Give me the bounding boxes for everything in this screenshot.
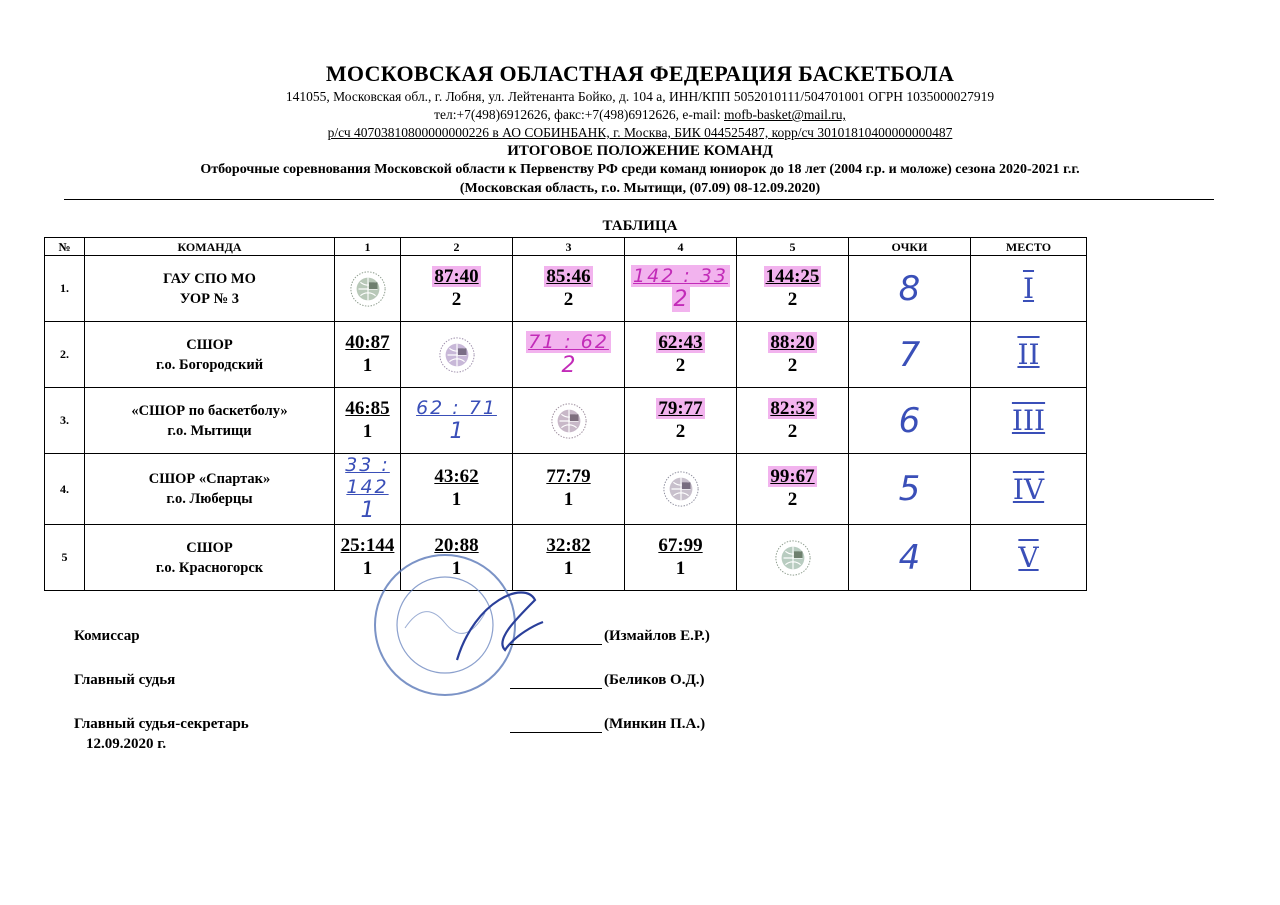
team-name: [85, 388, 335, 454]
signature-role: Главный судья-секретарь: [74, 716, 249, 732]
result-points: 1: [449, 418, 464, 444]
self-cell-logo: [737, 525, 849, 591]
table-row: [45, 322, 1087, 388]
col-4: 4: [625, 238, 737, 256]
final-place: III: [971, 388, 1087, 454]
result-points: 1: [362, 557, 373, 579]
result-points: 1: [451, 557, 462, 579]
result-cell: [513, 454, 625, 525]
competition-title: Отборочные соревнования Московской области к Первенству РФ среди команд юниорок до 18 лет (2004 г.р. и моложе) сезона 2020-2021 г.г.: [200, 162, 1080, 177]
signature-role: Главный судья: [74, 672, 176, 688]
result-cell: [401, 256, 513, 322]
result-cell: [737, 454, 849, 525]
document-header: [0, 60, 1280, 198]
col-5: 5: [737, 238, 849, 256]
result-score: 62:43: [658, 331, 703, 353]
result-score: 25:144: [340, 534, 395, 556]
result-points: 2: [675, 354, 686, 376]
col-points: ОЧКИ: [849, 238, 971, 256]
venue-dates: (Московская область, г.о. Мытищи, (07.09) 08-12.09.2020): [459, 181, 821, 196]
row-number: 5: [45, 525, 85, 591]
signature-name: (Измайлов Е.Р.): [604, 628, 710, 644]
result-points: 2: [561, 352, 576, 378]
result-cell: [513, 256, 625, 322]
standings-table: [44, 237, 1087, 591]
signature-line: [510, 716, 602, 733]
table-row: [45, 525, 1087, 591]
result-score: 85:46: [546, 265, 591, 287]
total-points: 7: [849, 322, 971, 388]
result-cell: [335, 322, 401, 388]
result-score: 43:62: [434, 466, 479, 487]
signature-row: [74, 716, 774, 736]
total-points: 8: [849, 256, 971, 322]
result-points: 1: [362, 420, 373, 442]
result-cell: [625, 322, 737, 388]
team-line: г.о. Люберцы: [166, 491, 253, 507]
table-row: [45, 388, 1087, 454]
row-number: 2.: [45, 322, 85, 388]
row-number: 4.: [45, 454, 85, 525]
federation-logo-icon: [349, 270, 387, 308]
team-name: [85, 525, 335, 591]
total-points: 6: [849, 388, 971, 454]
result-points: 1: [360, 498, 375, 523]
result-score: 144:25: [765, 265, 820, 287]
result-title: ИТОГОВОЕ ПОЛОЖЕНИЕ КОМАНД: [507, 143, 773, 159]
row-number: 3.: [45, 388, 85, 454]
org-name: МОСКОВСКАЯ ОБЛАСТНАЯ ФЕДЕРАЦИЯ БАСКЕТБОЛА: [325, 61, 955, 86]
federation-logo-icon: [438, 336, 476, 374]
col-team: КОМАНДА: [85, 238, 335, 256]
self-cell-logo: [625, 454, 737, 525]
signature-row: [74, 672, 774, 692]
result-cell: [401, 388, 513, 454]
federation-logo-icon: [774, 539, 812, 577]
document-date: 12.09.2020 г.: [86, 736, 167, 752]
total-points: 5: [849, 454, 971, 525]
result-cell: [513, 322, 625, 388]
result-points: 2: [787, 489, 798, 510]
self-cell-logo: [335, 256, 401, 322]
final-place: II: [971, 322, 1087, 388]
final-place: V: [971, 525, 1087, 591]
team-line: СШОР «Спартак»: [148, 471, 271, 487]
result-cell: [335, 454, 401, 525]
result-points: 1: [563, 557, 574, 579]
result-cell: [737, 388, 849, 454]
result-cell: [625, 388, 737, 454]
team-line: г.о. Мытищи: [167, 422, 252, 439]
org-address: 141055, Московская обл., г. Лобня, ул. Лейтенанта Бойко, д. 104 а, ИНН/КПП 5052010111/504701001 ОГРН 1035000027919: [285, 89, 995, 104]
result-points: 2: [673, 286, 688, 312]
result-points: 1: [675, 557, 686, 579]
result-score: 79:77: [658, 397, 703, 419]
team-line: ГАУ СПО МО: [163, 270, 256, 287]
team-line: СШОР: [186, 539, 233, 556]
self-cell-logo: [401, 322, 513, 388]
result-score: 46:85: [345, 397, 390, 419]
result-score: 40:87: [345, 331, 390, 353]
result-score: 20:88: [434, 534, 479, 556]
signature-line: [510, 672, 602, 689]
result-score: 142 : 33: [633, 264, 728, 287]
result-cell: [625, 525, 737, 591]
col-place: МЕСТО: [971, 238, 1087, 256]
table-title: ТАБЛИЦА: [602, 218, 678, 234]
result-points: 2: [451, 288, 462, 310]
result-score: 62 : 71: [416, 396, 497, 419]
team-name: [85, 256, 335, 322]
result-points: 2: [787, 420, 798, 442]
signature-line: [510, 628, 602, 645]
result-score: 77:79: [546, 466, 591, 487]
result-points: 1: [362, 354, 373, 376]
final-place: I: [971, 256, 1087, 322]
result-cell: [625, 256, 737, 322]
result-points: 2: [787, 288, 798, 310]
result-points: 2: [563, 288, 574, 310]
result-score: 82:32: [770, 397, 815, 419]
contacts-prefix: тел:+7(498)6912626, факс:+7(498)6912626, e-mail:: [434, 107, 724, 122]
bank-details: р/сч 40703810800000000226 в АО СОБИНБАНК, г. Москва, БИК 044525487, корр/сч 30101810400000000487: [327, 125, 953, 140]
col-num: №: [45, 238, 85, 256]
result-points: 1: [563, 489, 574, 510]
team-line: «СШОР по баскетболу»: [131, 402, 288, 419]
team-line: г.о. Богородский: [155, 356, 264, 373]
total-points: 4: [849, 525, 971, 591]
col-3: 3: [513, 238, 625, 256]
signature-name: (Беликов О.Д.): [604, 672, 705, 688]
result-score: 32:82: [546, 534, 591, 556]
row-number: 1.: [45, 256, 85, 322]
result-cell: [737, 322, 849, 388]
result-score: 71 : 62: [528, 330, 609, 353]
result-cell: [335, 388, 401, 454]
team-line: СШОР: [186, 336, 233, 353]
result-score: 67:99: [658, 534, 703, 556]
table-row: [45, 256, 1087, 322]
email-link[interactable]: mofb-basket@mail.ru,: [724, 107, 846, 122]
result-score: 88:20: [770, 331, 815, 353]
result-cell: [401, 454, 513, 525]
signature-row: [74, 628, 774, 648]
result-points: 2: [675, 420, 686, 442]
federation-logo-icon: [662, 470, 700, 508]
team-name: [85, 322, 335, 388]
result-cell: [737, 256, 849, 322]
signature-role: Комиссар: [74, 628, 140, 644]
team-line: г.о. Красногорск: [155, 559, 264, 576]
col-2: 2: [401, 238, 513, 256]
federation-logo-icon: [550, 402, 588, 440]
result-score: 33 : 142: [345, 454, 390, 498]
result-points: 2: [787, 354, 798, 376]
signature-name: (Минкин П.А.): [604, 716, 706, 732]
header-divider: [64, 199, 1214, 200]
result-points: 1: [451, 489, 462, 510]
header-row: [45, 238, 1087, 256]
org-contacts: [0, 106, 1280, 124]
col-1: 1: [335, 238, 401, 256]
result-score: 99:67: [770, 466, 815, 487]
table-row: [45, 454, 1087, 525]
final-place: IV: [971, 454, 1087, 525]
team-line: УОР № 3: [179, 290, 240, 307]
self-cell-logo: [513, 388, 625, 454]
result-score: 87:40: [434, 265, 479, 287]
team-name: [85, 454, 335, 525]
